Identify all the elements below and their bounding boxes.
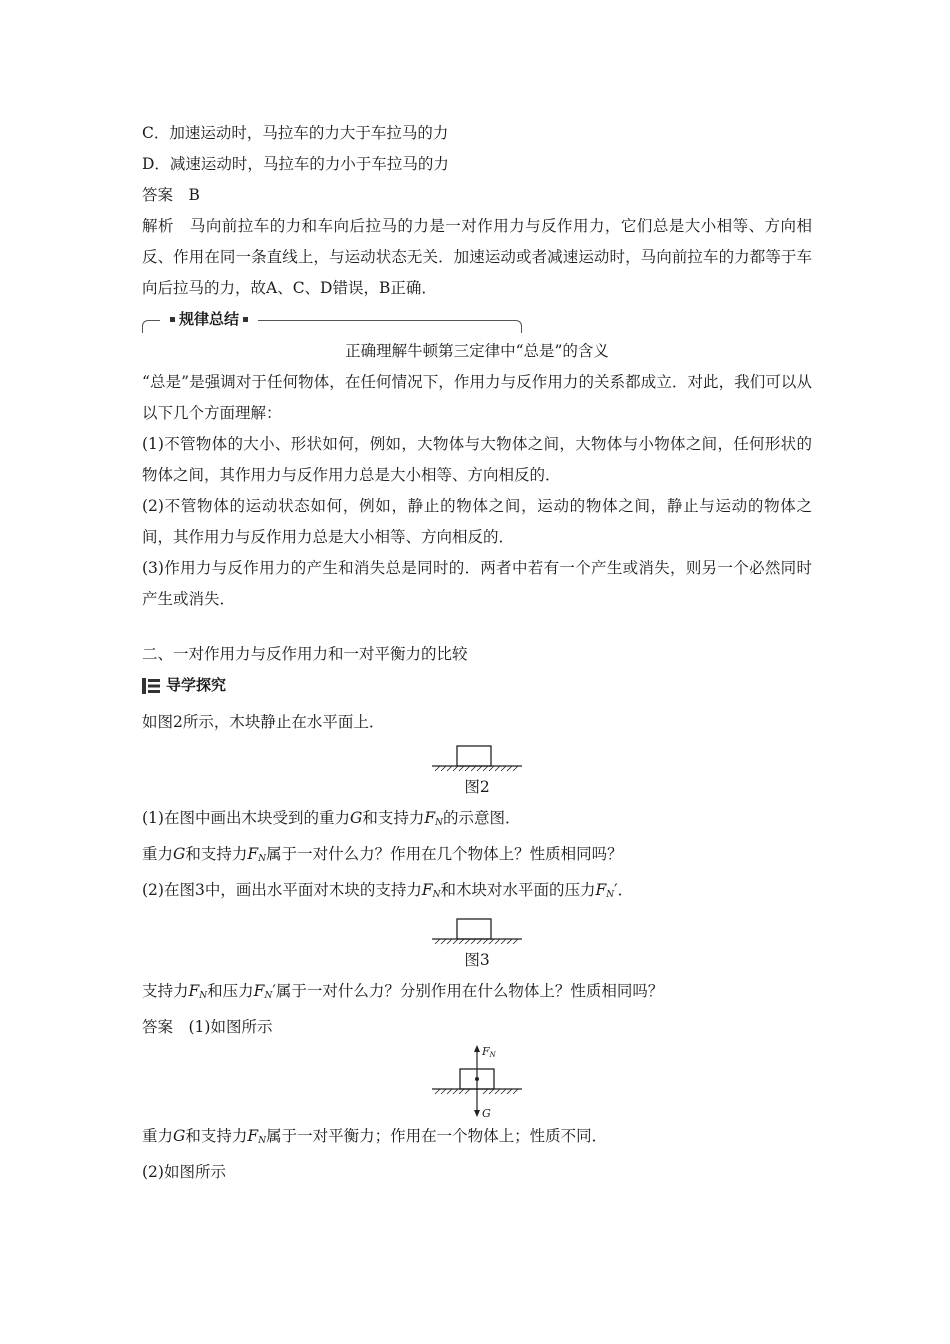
analysis-paragraph: 解析 马向前拉车的力和车向后拉马的力是一对作用力与反作用力，它们总是大小相等、方向相反、作用在同一条直线上，与运动状态无关．加速运动或者减速运动时，马向前拉车的力都等于车向后拉马的力，故A、C、D错误，B正确． [142,217,812,297]
block-on-surface-diagram [427,738,527,772]
answer-figure [142,1043,812,1121]
rule-intro: “总是”是强调对于任何物体，在任何情况下，作用力与反作用力的关系都成立．对此，我们可以从以下几个方面理解： [142,373,812,422]
rule-item-3: (3)作用力与反作用力的产生和消失总是同时的．两者中若有一个产生或消失，则另一个必然同时产生或消失． [142,559,812,608]
rule-item-1: (1)不管物体的大小、形状如何，例如，大物体与大物体之间，大物体与小物体之间，任何形状的物体之间，其作用力与反作用力总是大小相等、方向相反的． [142,435,812,484]
question-1a: (1)在图中画出木块受到的重力G和支持力$F_N$的示意图． [142,809,521,828]
fig2-caption: 图2 [464,778,490,796]
fig3-caption: 图3 [464,951,490,969]
label-g: G [482,1107,491,1120]
question-3: 支持力$F_N$和压力$F_N'$属于一对什么力？分别作用在什么物体上？性质相同吗？ [142,982,664,1001]
rule-item-2: (2)不管物体的运动状态如何，例如，静止的物体之间，运动的物体之间，静止与运动的物体之间，其作用力与反作用力总是大小相等、方向相反的． [142,497,812,546]
figure-2 [142,738,812,772]
block-on-surface-diagram-2 [427,911,527,945]
rule-summary-title: 规律总结 [160,308,258,330]
question-2: (2)在图3中，画出水平面对木块的支持力$F_N$和木块对水平面的压力$F_N'$． [142,881,634,900]
guided-inquiry-label: 导学探究 [166,676,227,694]
fig2-intro: 如图2所示，木块静止在水平面上． [142,713,385,731]
list-icon [142,678,160,694]
guided-inquiry-tag [142,670,812,701]
label-fn: FN [482,1045,496,1059]
rule-summary-header [142,310,812,332]
answer-1: 答案 (1)如图所示 [142,1018,273,1036]
answer-line: 答案 B [142,186,200,204]
answer-2: (2)如图所示 [142,1163,226,1181]
option-c: C．加速运动时，马拉车的力大于车拉马的力 [142,124,449,142]
figure-3 [142,911,812,945]
rule-heading: 正确理解牛顿第三定律中“总是”的含义 [345,342,609,360]
answer-1b: 重力G和支持力$F_N$属于一对平衡力；作用在一个物体上；性质不同． [142,1127,608,1146]
question-1b: 重力G和支持力$F_N$属于一对什么力？作用在几个物体上？性质相同吗？ [142,845,623,864]
section-2-title: 二、一对作用力与反作用力和一对平衡力的比较 [142,645,468,663]
force-diagram [427,1043,527,1121]
document-page [142,118,812,1188]
option-d: D．减速运动时，马拉车的力小于车拉马的力 [142,155,449,173]
